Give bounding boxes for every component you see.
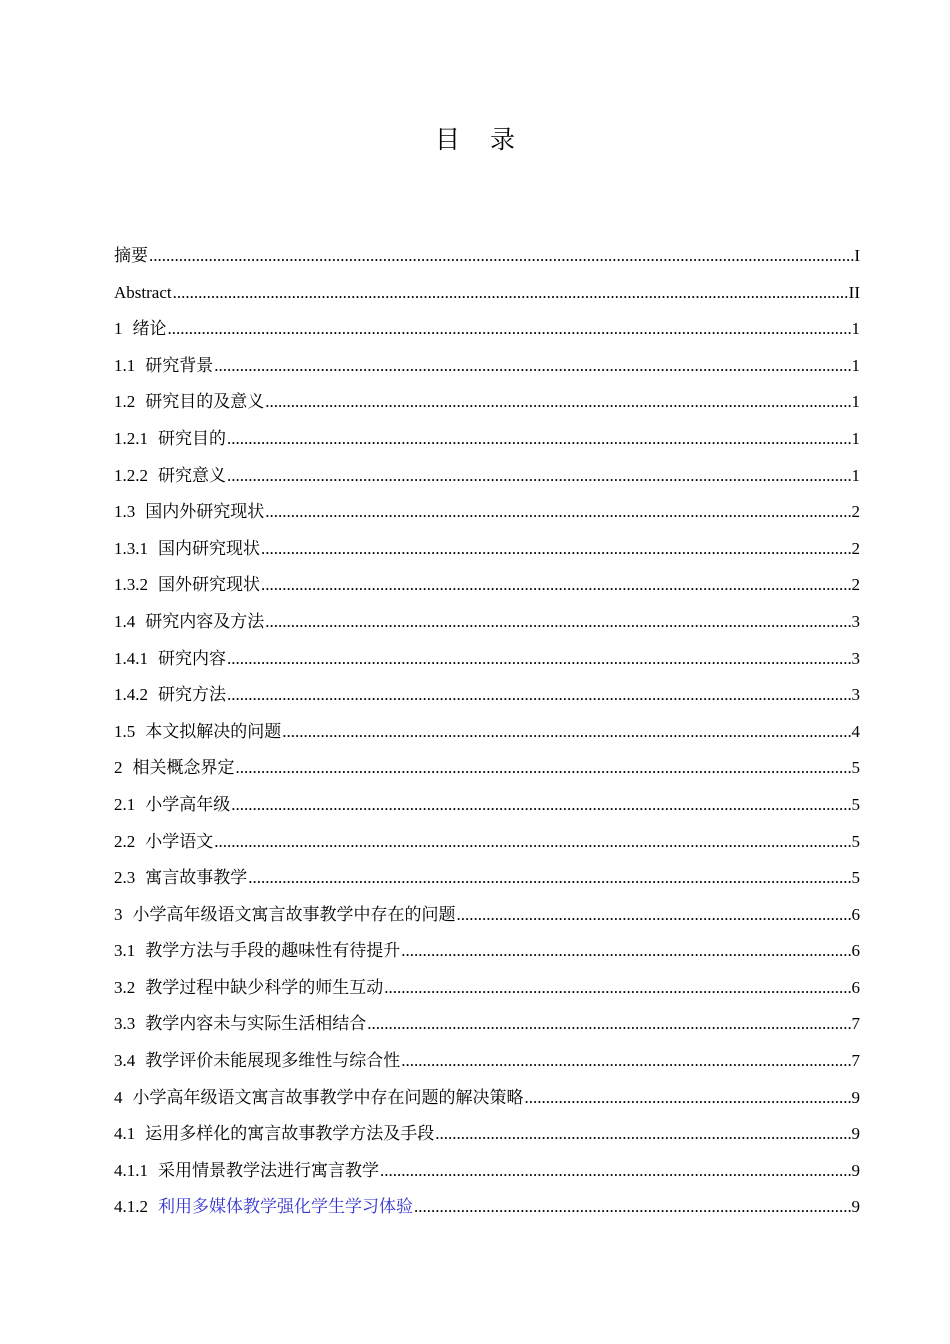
toc-entry-title: 研究内容及方法 [145,611,265,631]
toc-entry-title: 教学过程中缺少科学的师生互动 [145,977,384,997]
toc-dot-leader [235,750,852,787]
toc-entry-title: 小学高年级语文寓言故事教学中存在的问题 [132,904,456,924]
toc-entry[interactable] [114,311,860,348]
toc-entry-page: 3 [851,611,860,631]
toc-entry-abstract-en[interactable] [114,275,860,312]
toc-entry-title: 小学高年级语文寓言故事教学中存在问题的解决策略 [132,1087,524,1107]
toc-entry[interactable] [114,641,860,678]
toc-entry-number: 1.4 [114,611,136,631]
toc-entry-number: 1.3.2 [114,575,148,595]
toc-entry-page: II [848,282,860,302]
toc-entry-title: 采用情景教学法进行寓言教学 [158,1160,379,1180]
toc-entry-title: 绪论 [132,319,167,339]
toc-entry[interactable] [114,1080,860,1117]
toc-dot-leader [264,604,851,641]
toc-entry-page: 9 [851,1160,860,1180]
toc-entry-page: 2 [851,502,860,522]
toc-entry-title: 运用多样化的寓言故事教学方法及手段 [145,1124,435,1144]
toc-entry[interactable] [114,1006,860,1043]
toc-entry-page: 5 [851,831,860,851]
toc-entry-number: 3.2 [114,977,136,997]
toc-entry-number: 1.4.1 [114,648,148,668]
toc-entry-highlighted[interactable] [114,1189,860,1226]
toc-entry-page: 2 [851,575,860,595]
toc-entry-number: 3.1 [114,941,136,961]
toc-dot-leader [524,1080,852,1117]
toc-entry-title: 教学方法与手段的趣味性有待提升 [145,941,401,961]
toc-entry-title: 研究方法 [158,685,226,705]
toc-entry-number: 1.3.1 [114,538,148,558]
toc-entry-page: I [854,246,860,265]
toc-entry[interactable] [114,421,860,458]
toc-entry-number: 1.2 [114,392,136,412]
toc-entry-title: 小学语文 [145,831,214,851]
toc-dot-leader [456,897,852,934]
toc-entry-number: 1.3 [114,502,136,522]
toc-entry[interactable] [114,970,860,1007]
toc-entry-number: 1.4.2 [114,685,148,705]
toc-entry-number: 3 [114,904,123,924]
toc-dot-leader [148,238,854,275]
toc-entry[interactable] [114,677,860,714]
toc-dot-leader [413,1189,852,1226]
toc-dot-leader [264,494,851,531]
toc-entry-page: 6 [851,977,860,997]
toc-dot-leader [247,860,851,897]
toc-entry[interactable] [114,458,860,495]
toc-dot-leader [366,1006,851,1043]
toc-entry-title: 研究内容 [158,648,226,668]
toc-entry-page: 5 [851,794,860,814]
toc-entry[interactable] [114,714,860,751]
page-title: 目录 [434,125,545,154]
toc-entry-page: 7 [851,1014,860,1034]
toc-dot-leader [226,677,852,714]
toc-entry-page: 6 [851,904,860,924]
toc-entry-page: 5 [851,868,860,888]
toc-entry-number: 3.4 [114,1051,136,1071]
toc-entry-page: 4 [851,721,860,741]
toc-entry-title: Abstract [114,282,172,302]
toc-entry-title: 国内外研究现状 [145,502,265,522]
toc-entry-number: 1 [114,319,123,339]
toc-entry-title: 相关概念界定 [132,758,235,778]
toc-dot-leader [400,1043,851,1080]
toc-entry-title: 小学高年级 [145,794,231,814]
toc-entry[interactable] [114,787,860,824]
toc-dot-leader [383,970,851,1007]
toc-entry-title-link[interactable]: 利用多媒体教学强化学生学习体验 [158,1197,413,1217]
toc-dot-leader [213,348,851,385]
toc-entry-number: 4.1.2 [114,1197,148,1217]
toc-entry[interactable] [114,531,860,568]
toc-entry-title: 教学评价未能展现多维性与综合性 [145,1051,401,1071]
toc-entry-number: 1.1 [114,355,136,375]
toc-entry[interactable] [114,567,860,604]
toc-entry-page: 7 [851,1051,860,1071]
toc-entry-page: 1 [851,319,860,339]
toc-entry[interactable] [114,860,860,897]
toc-entry-title: 研究意义 [158,465,226,485]
toc-entry[interactable] [114,384,860,421]
toc-entry-page: 9 [851,1087,860,1107]
toc-dot-leader [226,421,852,458]
toc-entry[interactable] [114,1043,860,1080]
toc-entry-number: 4.1.1 [114,1160,148,1180]
toc-entry-page: 1 [851,428,860,448]
toc-entry[interactable] [114,348,860,385]
toc-entry-title: 教学内容未与实际生活相结合 [145,1014,367,1034]
toc-entry-title: 国外研究现状 [158,575,260,595]
toc-entry[interactable] [114,897,860,934]
toc-entry-title: 研究目的 [158,428,226,448]
toc-dot-leader [172,275,849,312]
toc-entry-number: 3.3 [114,1014,136,1034]
toc-entry-page: 9 [851,1197,860,1217]
toc-entry[interactable] [114,1153,860,1190]
toc-entry-title: 本文拟解决的问题 [145,721,282,741]
toc-entry-number: 4.1 [114,1124,136,1144]
toc-entry-page: 3 [851,685,860,705]
table-of-contents [114,238,860,1226]
toc-entry-number: 2.1 [114,794,136,814]
toc-entry-title: 研究目的及意义 [145,392,265,412]
toc-entry-page: 2 [851,538,860,558]
toc-entry[interactable] [114,933,860,970]
toc-dot-leader [260,567,852,604]
toc-entry-number: 2.2 [114,831,136,851]
toc-entry[interactable] [114,494,860,531]
toc-entry[interactable] [114,824,860,861]
toc-dot-leader [260,531,852,568]
toc-entry-title: 研究背景 [145,355,214,375]
toc-entry-title: 寓言故事教学 [145,868,248,888]
toc-entry-number: 1.2.1 [114,428,148,448]
toc-dot-leader [400,933,851,970]
toc-dot-leader [230,787,851,824]
toc-entry[interactable] [114,604,860,641]
toc-entry-number: 2 [114,758,123,778]
toc-entry-page: 1 [851,392,860,412]
toc-dot-leader [167,311,852,348]
toc-dot-leader [226,641,852,678]
toc-entry-page: 6 [851,941,860,961]
toc-dot-leader [264,384,851,421]
toc-entry-number: 1.2.2 [114,465,148,485]
toc-entry-page: 1 [851,465,860,485]
toc-entry-number: 4 [114,1087,123,1107]
toc-dot-leader [434,1116,851,1153]
toc-entry-page: 5 [851,758,860,778]
toc-entry[interactable] [114,750,860,787]
toc-entry-page: 1 [851,355,860,375]
toc-entry-title: 国内研究现状 [158,538,260,558]
toc-entry-number: 2.3 [114,868,136,888]
toc-dot-leader [281,714,851,751]
toc-entry-number: 1.5 [114,721,136,741]
toc-dot-leader [379,1153,852,1190]
toc-entry[interactable] [114,1116,860,1153]
toc-entry-title: 摘要 [114,246,148,265]
toc-entry-page: 3 [851,648,860,668]
toc-dot-leader [226,458,852,495]
toc-entry-page: 9 [851,1124,860,1144]
toc-dot-leader [213,824,851,861]
toc-entry-abstract-cn[interactable] [114,238,860,275]
